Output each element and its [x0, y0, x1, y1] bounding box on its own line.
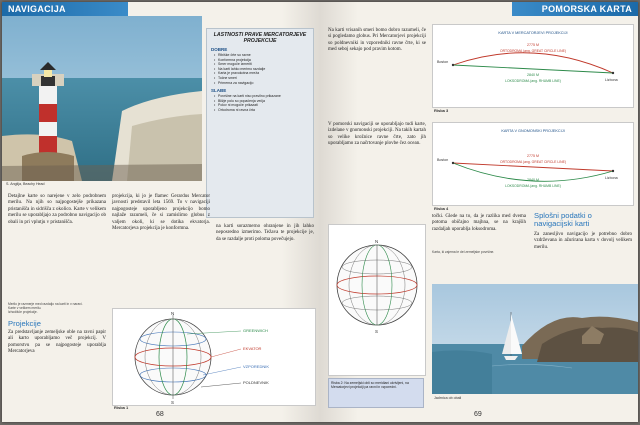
gnomonic-route-bottom: LOKSODROMA (ang. RHUMB LINE)	[505, 184, 561, 188]
greenwich-label: GREENWICH	[243, 328, 268, 333]
properties-box	[206, 28, 314, 218]
meridian-label: POLDNEVNIK	[243, 380, 269, 385]
right-page	[320, 2, 638, 422]
sailboat-caption: Jadrnica ob obali	[434, 396, 462, 400]
general-data-text: Za zanesljivo navigacijo je potrebno dobro vzdrževana in ažurirana karta v dovolj velikem merilu.	[534, 232, 632, 250]
sailboat-photo	[432, 284, 638, 394]
lighthouse-photo	[2, 16, 202, 181]
gnomonic-city-right: Lizbona	[605, 176, 618, 180]
footnote: Izhodišče projekcije.	[8, 310, 38, 315]
pros-item: • Karta je pravokotna mreža	[215, 71, 309, 76]
box-title: LASTNOSTI PRAVE MERCATORJEVE PROJEKCIJE	[213, 32, 307, 44]
globe-south-label: S	[171, 400, 175, 405]
globe2-south-label: S	[375, 329, 379, 334]
mercator-title: KARTA V MERCATORJEVI PROJEKCIJI	[498, 31, 568, 35]
globe-grid-caption: Risba 2: Na zemeljski obli so meridiani ukrivljeni, na Mercatorjevi projekciji pa ravni in vzporedni.	[328, 378, 424, 408]
globe-north-label: N	[171, 311, 175, 316]
pros-heading: DOBRE	[211, 47, 228, 52]
book-spread	[2, 2, 638, 422]
left-body-col1: Detajlne karte so narejene v zelo podrobnem merilu. Na njih so najpogostejše prikazana pristanišča in sidrišča z okolico. Karte v velikem merilu se uporabljajo za podrobno navigacijo ob obali in pri vplutju v pristanišča.	[8, 194, 106, 225]
right-body-col2: V pomorski navigaciji se uporabljajo tudi karte, izdelane v gnomonski projekciji. Na takih kartah so velike krožnice ravne črte, zato jih uporabljamo za načrtovanje plovbe čez ocean.	[328, 122, 426, 147]
globe2-north-label: N	[375, 239, 379, 244]
cons-item: • Polov ni mogoče prikazati	[215, 103, 309, 108]
mercator-route-bottom: LOKSODROMA (ang. RHUMB LINE)	[505, 79, 561, 83]
projections-text: Za predstavljanje zemeljske oble na ravni papir ali karto uporabljamo več projekcij. V pomorstvu pa se najpogosteje uporablja Mercatorjeva	[8, 330, 106, 355]
mercator-chart-figure	[432, 24, 634, 108]
mercator-city-left: Boston	[437, 60, 449, 64]
pros-item: • Smer mogoče izmeriti	[215, 62, 309, 67]
gnomonic-city-left: Boston	[437, 158, 449, 162]
right-running-header: POMORSKA KARTA	[512, 2, 638, 16]
footnotes	[8, 302, 106, 315]
globe-grid-figure	[328, 224, 426, 376]
footnote: Merilo je razmerje med razdaljo na karti in v naravi.	[8, 302, 83, 306]
pros-item: • Primerna za navigacijo	[215, 81, 309, 86]
mercator-dist-bottom: 2840 M	[527, 73, 539, 77]
pros-item: • Na karti lahko merimo razdalje	[215, 67, 309, 72]
right-body-col1: Na karti vrisanih smeri bomo dobro razumeli, če si pogledamo globus. Pri Mercatorjevi projekciji so poldnevniki in vzporedniki ravne črte, ki se med seboj sekajo pod pravim kotom.	[328, 28, 426, 53]
left-page-number: 68	[156, 411, 164, 418]
gnomonic-figure-label: Risba 4	[434, 206, 449, 211]
left-page	[2, 2, 320, 422]
footnote: Karte v velikem merilu.	[8, 306, 42, 311]
mercator-dist-top: 2775 M	[527, 43, 539, 47]
left-body-col3: na karti sorazmerno ohranjene in jih lahko neposredno izmerimo. Težava te projekcije je, da se razdalje proti poloma povečujejo.	[216, 224, 314, 242]
section-title-projections: Projekcije	[8, 319, 41, 328]
globe-figure	[112, 308, 316, 406]
right-page-number: 69	[474, 411, 482, 418]
cons-item: • Ortodroma ni ravna črta	[215, 108, 309, 113]
section-title-general-data: Splošni podatki o navigacijski karti	[534, 211, 592, 228]
equator-label: EKVATOR	[243, 346, 262, 351]
parallel-label: VZPOREDNIK	[243, 364, 270, 369]
gnomonic-route-top: ORTODROMA (ang. GREAT CIRCLE LINE)	[499, 160, 567, 164]
right-footnote: Karta, ki zajema le del zemeljske površine.	[432, 250, 495, 254]
gnomonic-chart-figure	[432, 122, 634, 206]
pros-list	[211, 53, 309, 85]
mercator-figure-label: Risba 3	[434, 108, 449, 113]
cons-list	[211, 94, 309, 112]
right-body-col3: točki. Glede na to, da je razlika med dvema potoma običajno majhna, se na krajših razdaljah uporablja loksodroma.	[432, 214, 526, 232]
left-body-col2: projekcija, ki jo je flamec Gerardus Mercator javnosti predstavil leta 1569. To v navigaciji najpogosteje uporabljeno projekcijo bomo najlaže razumeli, če si zamislimo globus z valjem okoli, ki se dotika ekvatorja. Mercatorjeva projekcija je konformna.	[112, 194, 210, 232]
cons-item: • Bližje polu so popačenja večja	[215, 99, 309, 104]
pros-item: • Točne smeri	[215, 76, 309, 81]
cons-item: • Površine na karti niso pravilno prikazane	[215, 94, 309, 99]
mercator-route-top: ORTODROMA (ang. GREAT CIRCLE LINE)	[499, 49, 567, 53]
gnomonic-dist-bottom: 2840 M	[527, 178, 539, 182]
pros-item: • Ribiške črte so ravne	[215, 53, 309, 58]
pros-item: • Konformna projekcija	[215, 58, 309, 63]
cons-heading: SLABE	[211, 88, 227, 94]
mercator-city-right: Lizbona	[605, 78, 618, 82]
gnomonic-title: KARTA V GNOMONSKI PROJEKCIJI	[501, 129, 565, 133]
photo-caption: S. Anglija, Beachy Head	[6, 182, 45, 186]
gnomonic-dist-top: 2775 M	[527, 154, 539, 158]
left-running-header: NAVIGACIJA	[2, 2, 128, 16]
figure-label: Risba 1	[114, 405, 129, 410]
